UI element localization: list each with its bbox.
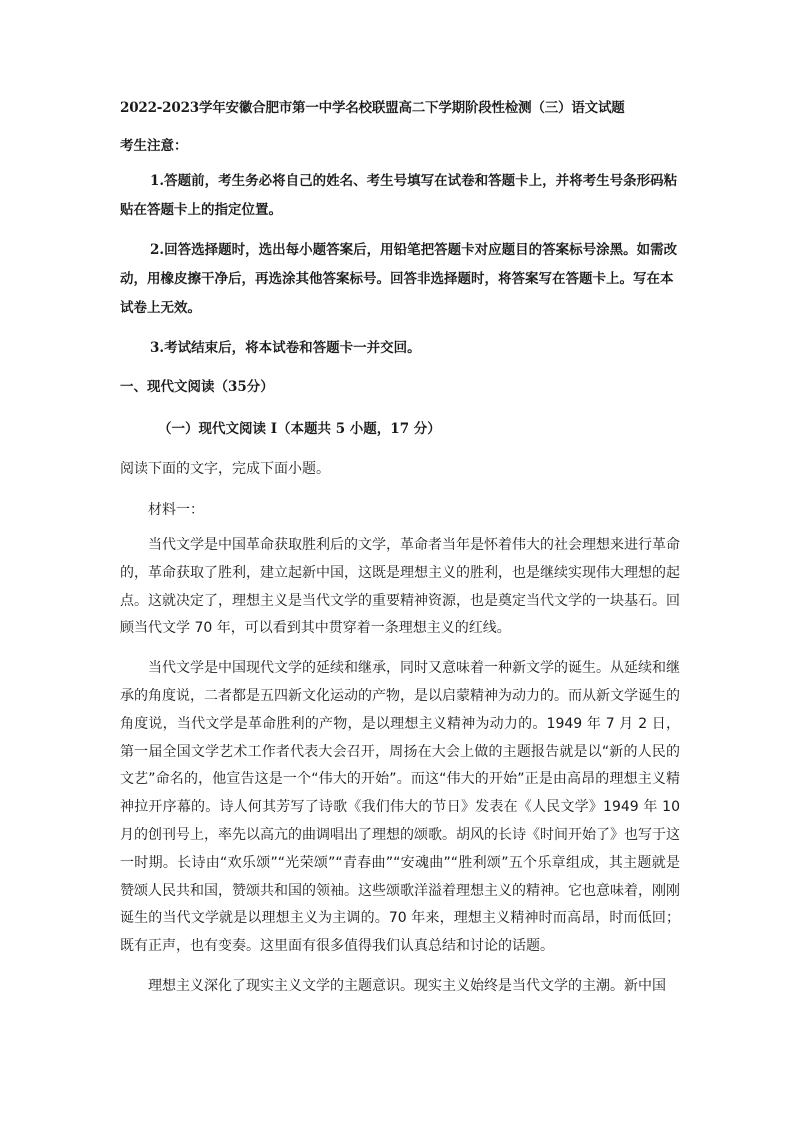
- notice-item-3: 3.考试结束后，将本试卷和答题卡一并交回。: [150, 340, 421, 356]
- body-paragraph-2: 当代文学是中国现代文学的延续和继承，同时又意味着一种新文学的诞生。从延续和继承的角度说，二者都是五四新文化运动的产物，是以启蒙精神为动力的。而从新文学诞生的角度说，当代文学是革命胜利的产物，是以理想主义精神为动力的。1949 年 7 月 2 日，第一届全国文学艺术工作者代表大会召开，周扬在大会上做的主题报告就是以“新的人民的文艺”命名的，他宣告这是一个“伟大的开始”。而这“伟大的开始”正是由高昂的理想主义精神拉开序幕的。诗人何其芳写了诗歌《我们伟大的节日》发表在《人民文学》1949 年 10 月的创刊号上，率先以高亢的曲调唱出了理想的颂歌。胡风的长诗《时间开始了》也写于这一时期。长诗由“欢乐颂”“光荣颂”“青春曲”“安魂曲”“胜利颂”五个乐章组成，其主题就是赞颂人民共和国，赞颂共和国的领袖。这些颂歌洋溢着理想主义的精神。它也意味着，刚刚诞生的当代文学就是以理想主义为主调的。70 年来，理想主义精神时而高昂，时而低回；既有正声，也有变奏。这里面有很多值得我们认真总结和讨论的话题。: [120, 660, 680, 955]
- section-heading: 一、现代文阅读（35分）: [120, 379, 274, 395]
- notice-item-2: 2.回答选择题时，选出每小题答案后，用铅笔把答题卡对应题目的答案标号涂黑。如需改动，用橡皮擦干净后，再选涂其他答案标号。回答非选择题时，将答案写在答题卡上。写在本试卷上无效。: [120, 242, 678, 316]
- body-paragraph-1: 当代文学是中国革命获取胜利后的文学，革命者当年是怀着伟大的社会理想来进行革命的，革命获取了胜利，建立起新中国，这既是理想主义的胜利，也是继续实现伟大理想的起点。这就决定了，理想主义是当代文学的重要精神资源，也是奠定当代文学的一块基石。回顾当代文学 70 年，可以看到其中贯穿着一条理想主义的红线。: [120, 537, 680, 637]
- body-paragraph-3: 理想主义深化了现实主义文学的主题意识。现实主义始终是当代文学的主潮。新中国: [148, 977, 666, 994]
- sub-section-heading: （一）现代文阅读 I（本题共 5 小题，17 分）: [158, 421, 441, 437]
- exam-page: [120, 98, 680, 1001]
- exam-title: 2022-2023学年安徽合肥市第一中学名校联盟高二下学期阶段性检测（三）语文试题: [120, 100, 625, 116]
- reading-instruction: 阅读下面的文字，完成下面小题。: [120, 461, 330, 477]
- notice-heading: 考生注意：: [120, 138, 188, 154]
- notice-item-1: 1.答题前，考生务必将自己的姓名、考生号填写在试卷和答题卡上，并将考生号条形码粘贴在答题卡上的指定位置。: [120, 173, 678, 218]
- material-label: 材料一：: [148, 502, 204, 518]
